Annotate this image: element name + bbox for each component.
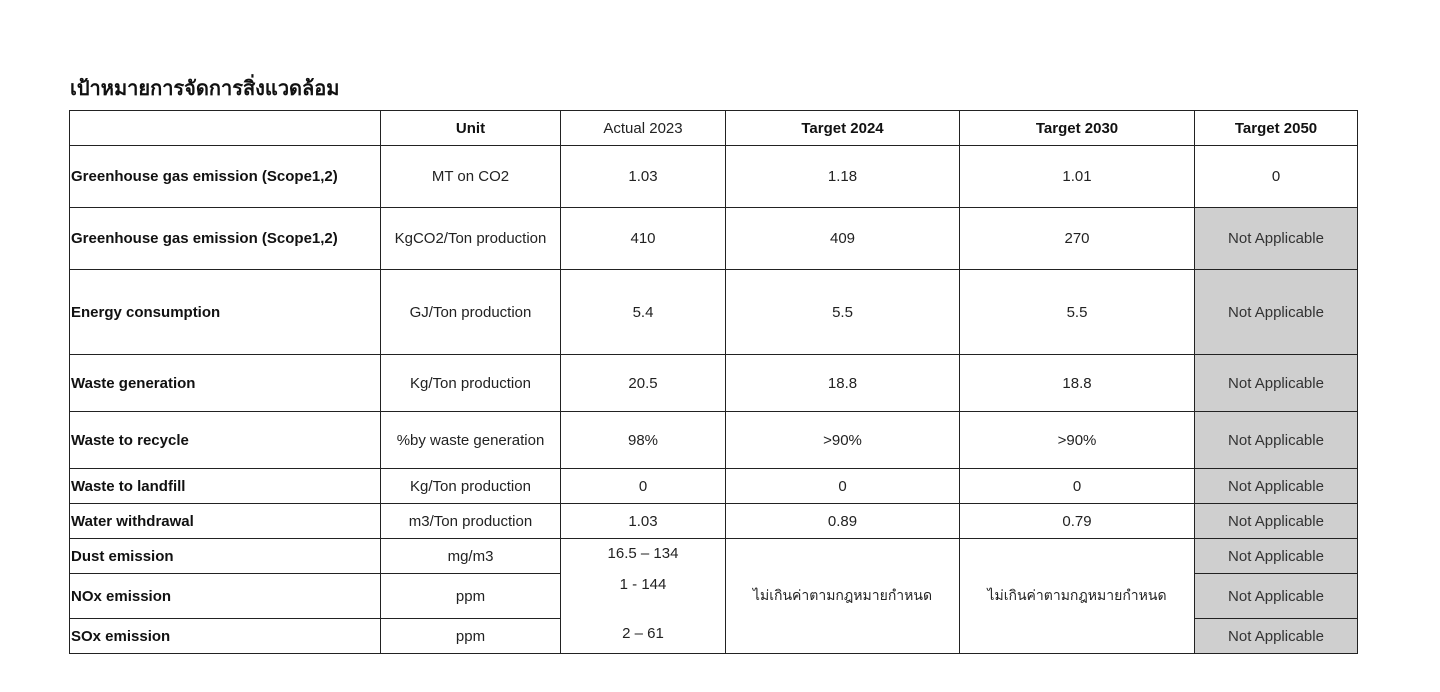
target-2050-cell: 0	[1195, 146, 1358, 208]
unit-cell: ppm	[381, 619, 561, 654]
metric-cell: Water withdrawal	[70, 504, 381, 539]
unit-cell: KgCO2/Ton production	[381, 208, 561, 270]
target-2030-cell: 0	[960, 469, 1195, 504]
table-row	[70, 469, 1358, 504]
header-row	[70, 111, 1358, 146]
unit-cell: Kg/Ton production	[381, 355, 561, 412]
actual-2023-cell: 98%	[561, 412, 726, 469]
target-2030-legal-limit-cell: ไม่เกินค่าตามกฎหมายกำหนด	[960, 539, 1195, 654]
target-2050-cell: Not Applicable	[1195, 412, 1358, 469]
target-2050-cell: Not Applicable	[1195, 539, 1358, 574]
actual-2023-dust: 16.5 – 134	[607, 545, 679, 562]
table-row	[70, 146, 1358, 208]
target-2050-cell: Not Applicable	[1195, 619, 1358, 654]
actual-2023-cell: 410	[561, 208, 726, 270]
target-2030-cell: 0.79	[960, 504, 1195, 539]
metric-cell: Greenhouse gas emission (Scope1,2)	[70, 146, 381, 208]
actual-2023-cell: 1.03	[561, 146, 726, 208]
unit-cell: ppm	[381, 574, 561, 619]
unit-cell: %by waste generation	[381, 412, 561, 469]
metric-cell: SOx emission	[70, 619, 381, 654]
metric-cell: Greenhouse gas emission (Scope1,2)	[70, 208, 381, 270]
header-target-2024: Target 2024	[726, 111, 960, 146]
target-2050-cell: Not Applicable	[1195, 469, 1358, 504]
header-actual-2023: Actual 2023	[561, 111, 726, 146]
metric-cell: NOx emission	[70, 574, 381, 619]
actual-2023-sox: 2 – 61	[622, 625, 664, 642]
table-row	[70, 208, 1358, 270]
actual-2023-cell: 5.4	[561, 270, 726, 355]
target-2024-cell: 0.89	[726, 504, 960, 539]
target-2050-cell: Not Applicable	[1195, 574, 1358, 619]
table-row	[70, 539, 1358, 574]
target-2024-cell: 18.8	[726, 355, 960, 412]
metric-cell: Energy consumption	[70, 270, 381, 355]
header-unit: Unit	[381, 111, 561, 146]
metric-cell: Waste generation	[70, 355, 381, 412]
actual-2023-nox: 1 - 144	[619, 576, 667, 593]
target-2024-cell: 409	[726, 208, 960, 270]
table-row	[70, 355, 1358, 412]
header-metric	[70, 111, 381, 146]
target-2024-cell: 5.5	[726, 270, 960, 355]
metric-cell: Waste to recycle	[70, 412, 381, 469]
actual-2023-merged-cell	[561, 539, 726, 654]
target-2050-cell: Not Applicable	[1195, 208, 1358, 270]
actual-2023-cell: 1.03	[561, 504, 726, 539]
target-2050-cell: Not Applicable	[1195, 270, 1358, 355]
actual-2023-cell: 20.5	[561, 355, 726, 412]
target-2024-legal-limit-cell: ไม่เกินค่าตามกฎหมายกำหนด	[726, 539, 960, 654]
header-target-2030: Target 2030	[960, 111, 1195, 146]
target-2050-cell: Not Applicable	[1195, 504, 1358, 539]
metric-cell: Waste to landfill	[70, 469, 381, 504]
target-2024-cell: 1.18	[726, 146, 960, 208]
target-2050-cell: Not Applicable	[1195, 355, 1358, 412]
metric-cell: Dust emission	[70, 539, 381, 574]
target-2030-cell: 270	[960, 208, 1195, 270]
table-row	[70, 504, 1358, 539]
environment-targets-table	[69, 110, 1358, 654]
table-row	[70, 270, 1358, 355]
unit-cell: Kg/Ton production	[381, 469, 561, 504]
target-2024-cell: 0	[726, 469, 960, 504]
unit-cell: m3/Ton production	[381, 504, 561, 539]
header-target-2050: Target 2050	[1195, 111, 1358, 146]
table-row	[70, 412, 1358, 469]
unit-cell: GJ/Ton production	[381, 270, 561, 355]
unit-cell: MT on CO2	[381, 146, 561, 208]
target-2030-cell: 5.5	[960, 270, 1195, 355]
target-2024-cell: >90%	[726, 412, 960, 469]
actual-2023-cell: 0	[561, 469, 726, 504]
target-2030-cell: 18.8	[960, 355, 1195, 412]
unit-cell: mg/m3	[381, 539, 561, 574]
page-title: เป้าหมายการจัดการสิ่งแวดล้อม	[70, 76, 340, 100]
target-2030-cell: 1.01	[960, 146, 1195, 208]
target-2030-cell: >90%	[960, 412, 1195, 469]
